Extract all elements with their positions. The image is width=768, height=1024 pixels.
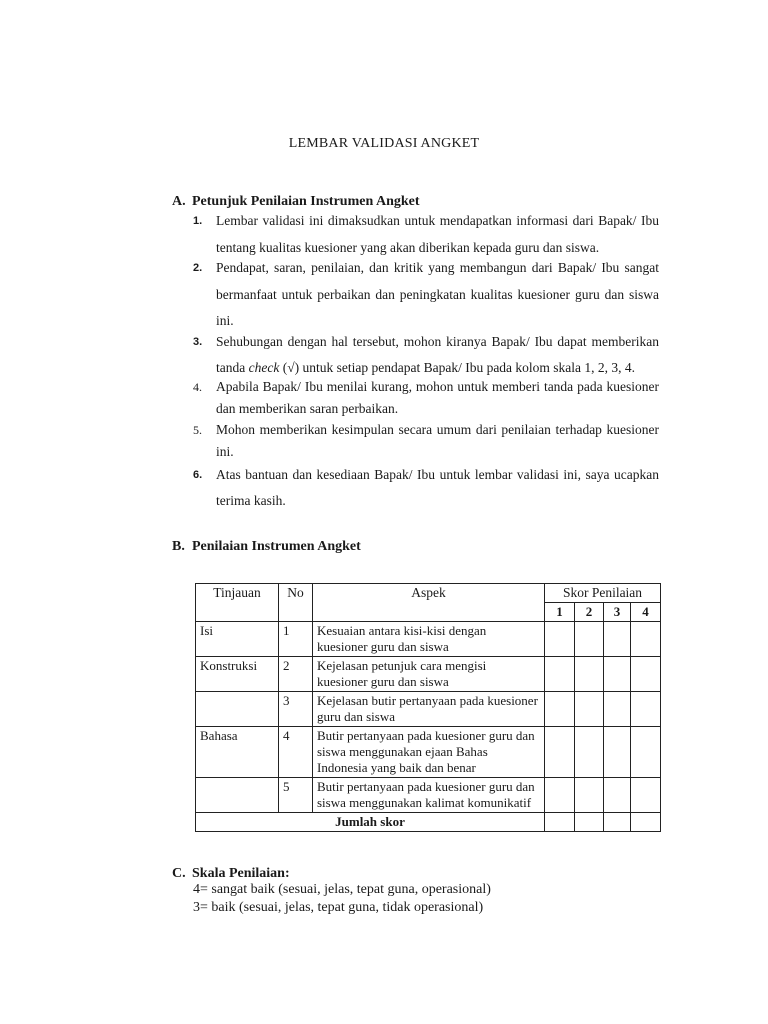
score-cell[interactable]	[604, 657, 631, 692]
score-cell[interactable]	[631, 622, 661, 657]
score-cell[interactable]	[575, 778, 604, 813]
cell-aspek: Kejelasan petunjuk cara mengisi kuesioner guru dan siswa	[313, 657, 545, 692]
document-title: LEMBAR VALIDASI ANGKET	[288, 136, 480, 151]
section-b-heading	[172, 539, 361, 555]
cell-no: 4	[279, 727, 313, 778]
instruction-text: Atas bantuan dan kesediaan Bapak/ Ibu untuk lembar validasi ini, saya ucapkan terima kasih.	[216, 466, 659, 508]
table-total-row	[196, 813, 661, 832]
scale-line-3: 3= baik (sesuai, jelas, tepat guna, tidak operasional)	[193, 900, 484, 915]
scale-line-4: 4= sangat baik (sesuai, jelas, tepat guna, operasional)	[193, 882, 491, 897]
score-col-1: 1	[545, 603, 575, 622]
header-skor: Skor Penilaian	[545, 584, 661, 603]
instruction-number: 5.	[193, 422, 202, 437]
table-header-row	[196, 584, 661, 603]
instruction-number: 4.	[193, 379, 202, 394]
score-cell[interactable]	[631, 657, 661, 692]
cell-no: 3	[279, 692, 313, 727]
instruction-item-5	[193, 419, 659, 463]
instruction-item-4	[193, 376, 659, 420]
instruction-text: Lembar validasi ini dimaksudkan untuk mendapatkan informasi dari Bapak/ Ibu tentang kualitas kuesioner yang akan diberikan kepada guru dan siswa.	[216, 213, 659, 255]
table-row	[196, 657, 661, 692]
instruction-text: Pendapat, saran, penilaian, dan kritik yang membangun dari Bapak/ Ibu sangat bermanfaat untuk perbaikan dan peningkatan kualitas kuesioner guru dan siswa ini.	[216, 260, 659, 328]
cell-tinjauan	[196, 692, 279, 727]
instruction-item-2	[193, 255, 659, 335]
table-row	[196, 778, 661, 813]
score-cell[interactable]	[575, 692, 604, 727]
cell-no: 2	[279, 657, 313, 692]
score-cell[interactable]	[604, 813, 631, 832]
cell-tinjauan: Isi	[196, 622, 279, 657]
score-cell[interactable]	[575, 727, 604, 778]
cell-no: 5	[279, 778, 313, 813]
instruction-item-1	[193, 208, 659, 261]
section-a-letter: A.	[172, 194, 186, 209]
cell-aspek: Butir pertanyaan pada kuesioner guru dan siswa menggunakan kalimat komunikatif	[313, 778, 545, 813]
instruction-number: 1.	[193, 215, 203, 227]
section-b-letter: B.	[172, 539, 185, 554]
score-cell[interactable]	[604, 692, 631, 727]
section-c-letter: C.	[172, 866, 186, 881]
cell-aspek: Kesuaian antara kisi-kisi dengan kuesioner guru dan siswa	[313, 622, 545, 657]
table-row	[196, 622, 661, 657]
score-cell[interactable]	[575, 622, 604, 657]
instruction-text-part: (√) untuk setiap pendapat Bapak/ Ibu pada kolom skala 1, 2, 3, 4.	[279, 360, 636, 375]
score-col-3: 3	[604, 603, 631, 622]
assessment-table	[195, 583, 661, 832]
instruction-number: 6.	[193, 468, 203, 481]
instruction-item-6	[193, 462, 659, 515]
instruction-text: Apabila Bapak/ Ibu menilai kurang, mohon untuk memberi tanda pada kuesioner dan memberikan saran perbaikan.	[216, 378, 659, 416]
score-cell[interactable]	[545, 813, 575, 832]
score-cell[interactable]	[631, 813, 661, 832]
section-c-title: Skala Penilaian:	[192, 866, 290, 881]
cell-tinjauan: Bahasa	[196, 727, 279, 778]
score-cell[interactable]	[631, 727, 661, 778]
score-cell[interactable]	[545, 778, 575, 813]
cell-tinjauan: Konstruksi	[196, 657, 279, 692]
score-cell[interactable]	[575, 657, 604, 692]
header-tinjauan: Tinjauan	[196, 584, 279, 622]
score-cell[interactable]	[604, 727, 631, 778]
cell-no: 1	[279, 622, 313, 657]
instruction-number: 2.	[193, 262, 203, 274]
cell-aspek: Kejelasan butir pertanyaan pada kuesioner guru dan siswa	[313, 692, 545, 727]
instruction-text-italic: check	[248, 360, 280, 375]
score-col-2: 2	[575, 603, 604, 622]
score-cell[interactable]	[631, 778, 661, 813]
table-row	[196, 692, 661, 727]
total-label: Jumlah skor	[196, 813, 545, 832]
score-cell[interactable]	[545, 657, 575, 692]
cell-tinjauan	[196, 778, 279, 813]
instruction-item-3	[193, 329, 659, 382]
header-aspek: Aspek	[313, 584, 545, 622]
score-cell[interactable]	[575, 813, 604, 832]
score-cell[interactable]	[604, 622, 631, 657]
score-cell[interactable]	[545, 622, 575, 657]
instruction-list	[193, 208, 659, 515]
instruction-text: Mohon memberikan kesimpulan secara umum dari penilaian terhadap kuesioner ini.	[216, 421, 659, 459]
instruction-text	[216, 334, 659, 376]
section-b-title: Penilaian Instrumen Angket	[192, 539, 361, 554]
score-cell[interactable]	[545, 692, 575, 727]
score-cell[interactable]	[545, 727, 575, 778]
section-c-heading	[172, 866, 290, 882]
instruction-number: 3.	[193, 335, 203, 348]
score-cell[interactable]	[604, 778, 631, 813]
instruction-text-part: Sehubungan dengan hal tersebut, mohon kiranya Bapak/ Ibu dapat memberikan tanda	[216, 333, 659, 375]
score-col-4: 4	[631, 603, 661, 622]
section-a-title: Petunjuk Penilaian Instrumen Angket	[192, 194, 420, 209]
header-no: No	[279, 584, 313, 622]
cell-aspek: Butir pertanyaan pada kuesioner guru dan siswa menggunakan ejaan Bahas Indonesia yang baik dan benar	[313, 727, 545, 778]
table-row	[196, 727, 661, 778]
score-cell[interactable]	[631, 692, 661, 727]
